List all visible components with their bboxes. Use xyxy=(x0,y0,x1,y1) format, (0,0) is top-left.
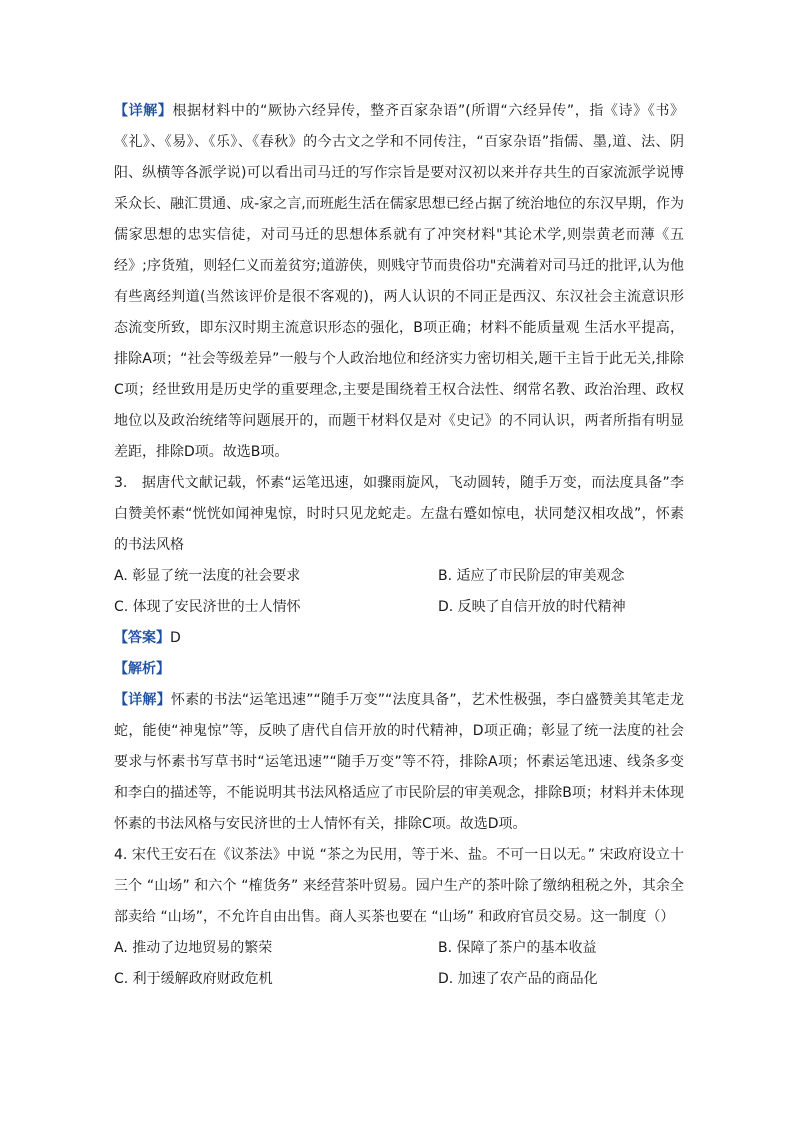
q3-stem: 3. 据唐代文献记载，怀素“运笔迅速，如骤雨旋风，飞动圆转，随手万变，而法度具备”李白赞美怀素“恍恍如闻神鬼惊，时时只见龙蛇走。左盘右蹙如惊电，状同楚汉相攻战”，怀素的书法风格 xyxy=(114,475,684,553)
q4-option-c: C. 利于缓解政府财政危机 xyxy=(114,971,273,987)
q2-detail-text: 根据材料中的“厥协六经异传，整齐百家杂语”(所谓“六经异传”，指《诗》《书》《礼》、《易》、《乐》、《春秋》的今古文之学和不同传注，“百家杂语”指儒、墨,道、法、阴阳、纵横等各派学说)可以看出司马迁的写作宗旨是要对汉初以来并存共生的百家流派学说博采众长、融汇贯通、成-家之言,而班彪生活在儒家思想已经占据了统治地位的东汉早期，作为儒家思想的忠实信徒，对司马迁的思想体系就有了冲突材料"其论术学,则崇黄老而薄《五经》;序货殖，则轻仁义而羞贫穷;道游侠，则贱守节而贵俗功"充满着对司马迁的批评,认为他有些离经判道(当然该评价是很不客观的)，两人认识的不同正是西汉、东汉社会主流意识形态流变所致，即东汉时期主流意识形态的强化，B项正确；材料不能质量观 生活水平提高，排除A项；“社会等级差异”一般与个人政治地位和经济实力密切相关,题干主旨于此无关,排除C项；经世致用是历史学的重要理念,主要是围绕着王权合法性、纲常名教、政治治理、政权地位以及政治统绪等问题展开的，而题干材料仅是对《史记》的不同认识，两者所指有明显差距，排除D项。故选B项。 xyxy=(114,103,684,460)
q3-options xyxy=(114,561,684,623)
q3-option-d: D. 反映了自信开放的时代精神 xyxy=(438,599,626,615)
q4-option-d: D. 加速了农产品的商品化 xyxy=(438,971,598,987)
q3-answer xyxy=(114,623,684,654)
q2-detail xyxy=(114,96,684,468)
q4-option-a: A. 推动了边地贸易的繁荣 xyxy=(114,940,273,956)
q3-option-b: B. 适应了市民阶层的审美观念 xyxy=(438,568,625,584)
q3-analysis xyxy=(114,654,684,685)
q4-options xyxy=(114,933,684,995)
detail-tag: 【详解】 xyxy=(114,692,171,708)
document-page xyxy=(114,96,684,995)
q4-option-b: B. 保障了茶户的基本收益 xyxy=(438,940,597,956)
q4-stem: 4. 宋代王安石在《议茶法》中说 “茶之为民用，等于米、盐。不可一日以无。” 宋政府设立十三个 “山场” 和六个 “榷货务” 来经营茶叶贸易。园户生产的茶叶除了缴纳租税之外，其余全部卖给 “山场”，不允许自由出售。商人买茶也要在 “山场” 和政府官员交易。这一制度（） xyxy=(114,847,684,925)
q3-option-c: C. 体现了安民济世的士人情怀 xyxy=(114,599,301,615)
answer-value: D xyxy=(170,630,181,646)
q3-detail xyxy=(114,685,684,840)
q3-detail-text: 怀素的书法“运笔迅速”“随手万变”“法度具备”，艺术性极强，李白盛赞美其笔走龙蛇，能使“神鬼惊”等，反映了唐代自信开放的时代精神，D项正确；彰显了统一法度的社会要求与怀素书写草书时“运笔迅速”“随手万变”等不符，排除A项；怀素运笔迅速、线条多变和李白的描述等，不能说明其书法风格适应了市民阶层的审美观念，排除B项；材料并未体现怀素的书法风格与安民济世的士人情怀有关，排除C项。故选D项。 xyxy=(114,692,685,832)
q3-option-a: A. 彰显了统一法度的社会要求 xyxy=(114,568,301,584)
answer-tag: 【答案】 xyxy=(114,630,170,646)
detail-tag: 【详解】 xyxy=(114,103,173,119)
analysis-tag: 【解析】 xyxy=(114,661,170,677)
